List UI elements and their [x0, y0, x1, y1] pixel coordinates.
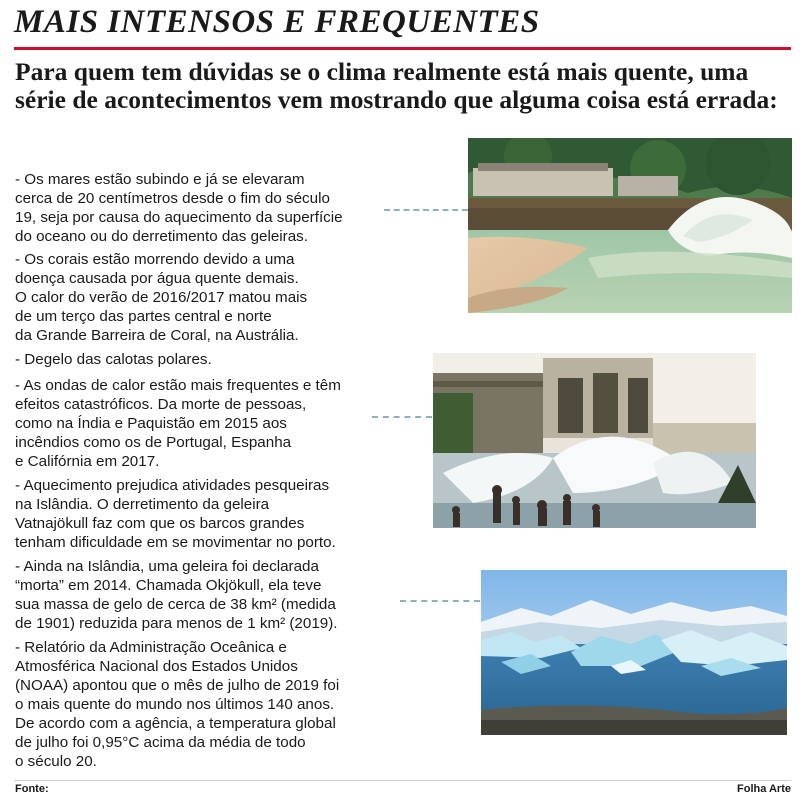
text-line: - Relatório da Administração Oceânica e: [15, 639, 287, 656]
text-line: incêndios como os de Portugal, Espanha: [15, 434, 292, 451]
text-line: O calor do verão de 2016/2017 matou mais: [15, 289, 308, 306]
text-line: do oceano ou do derretimento das geleiras.: [15, 228, 308, 245]
text-line: Atmosférica Nacional dos Estados Unidos: [15, 658, 298, 675]
text-line: tenham dificuldade em se movimentar no porto.: [15, 534, 336, 551]
text-line: e Califórnia em 2017.: [15, 453, 160, 470]
text-line: sua massa de gelo de cerca de 38 km² (medida: [15, 596, 336, 613]
text-line: o mais quente do mundo nos últimos 140 anos.: [15, 696, 335, 713]
text-line: (NOAA) apontou que o mês de julho de 2019 foi: [15, 677, 340, 694]
item-iceland-fishing: [15, 476, 336, 552]
infographic-title: MAIS INTENSOS E FREQUENTES: [14, 4, 540, 40]
text-line: - Aquecimento prejudica atividades pesqueiras: [15, 477, 330, 494]
text-line: efeitos catastróficos. Da morte de pessoas,: [15, 396, 307, 413]
connector-line: [400, 600, 480, 602]
item-okjokull: [15, 557, 338, 633]
text-line: na Islândia. O derretimento da geleira: [15, 496, 270, 513]
text-line: de 1901) reduzida para menos de 1 km² (2019).: [15, 615, 338, 632]
title-underline: [14, 47, 791, 50]
lead-paragraph: Para quem tem dúvidas se o clima realmente está mais quente, uma série de acontecimentos vem mostrando que alguma coisa está errada:: [15, 57, 778, 114]
item-heat-waves: [15, 376, 341, 471]
text-line: - Ainda na Islândia, uma geleira foi declarada: [15, 558, 319, 575]
item-corals: [15, 250, 307, 345]
text-line: doença causada por água quente demais.: [15, 270, 299, 287]
item-sea-level: [15, 170, 343, 246]
photo-glacier-lagoon: [481, 570, 787, 735]
footer-divider: [14, 780, 791, 781]
source-label: Fonte:: [15, 783, 49, 795]
text-line: - Degelo das calotas polares.: [15, 351, 212, 368]
text-line: de julho foi 0,95°C acima da média de todo: [15, 734, 306, 751]
photo-sea-wave: [468, 138, 792, 313]
text-line: cerca de 20 centímetros desde o fim do século: [15, 190, 330, 207]
text-line: - As ondas de calor estão mais frequentes e têm: [15, 377, 341, 394]
photo-fountain: [433, 353, 756, 528]
text-line: - Os mares estão subindo e já se elevaram: [15, 171, 305, 188]
item-noaa-report: [15, 638, 339, 771]
text-line: Vatnajökull faz com que os barcos grandes: [15, 515, 305, 532]
text-line: “morta” em 2014. Chamada Okjökull, ela teve: [15, 577, 322, 594]
text-line: como na Índia e Paquistão em 2015 aos: [15, 415, 287, 432]
text-line: de um terço das partes central e norte: [15, 308, 272, 325]
item-polar-caps: [15, 350, 212, 369]
text-line: o século 20.: [15, 753, 97, 770]
text-line: da Grande Barreira de Coral, na Austrália.: [15, 327, 299, 344]
text-line: 19, seja por causa do aquecimento da superfície: [15, 209, 343, 226]
credit-label: Folha Arte: [737, 783, 791, 795]
text-line: - Os corais estão morrendo devido a uma: [15, 251, 295, 268]
connector-line: [372, 416, 432, 418]
connector-line: [384, 209, 468, 211]
text-line: De acordo com a agência, a temperatura global: [15, 715, 336, 732]
